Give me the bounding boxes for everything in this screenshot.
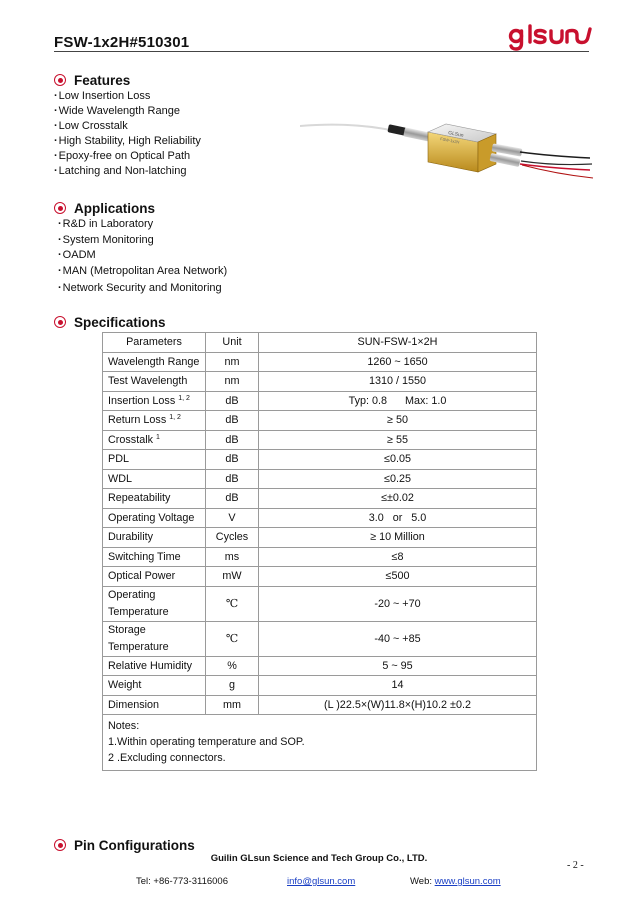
unit-cell: dB <box>206 411 259 431</box>
param-text: Optical Power <box>108 570 176 583</box>
notes-line: 2 .Excluding connectors. <box>108 752 226 764</box>
applications-heading <box>54 199 155 217</box>
footer-email-link[interactable]: info@glsun.com <box>287 876 356 887</box>
param-text: Wavelength Range <box>108 355 200 368</box>
value-cell: 5 ~ 95 <box>259 656 537 676</box>
unit-cell: dB <box>206 391 259 411</box>
table-row <box>103 676 537 696</box>
unit-cell: ℃ <box>206 586 259 621</box>
param-cell <box>103 695 206 715</box>
table-row <box>103 352 537 372</box>
footnote-ref: 1, 2 <box>178 394 190 402</box>
param-text: Relative Humidity <box>108 659 193 672</box>
param-text: Operating Voltage <box>108 511 195 524</box>
unit-cell: nm <box>206 372 259 392</box>
footnote-ref: 1, 2 <box>169 414 181 422</box>
specifications-heading-text: Specifications <box>74 314 166 330</box>
value-cell: -40 ~ +85 <box>259 621 537 656</box>
unit-cell: Cycles <box>206 528 259 548</box>
product-label: FSW-1x2H <box>439 136 460 145</box>
pin-configurations-heading-text: Pin Configurations <box>74 837 195 853</box>
target-bullet-icon <box>54 202 66 214</box>
param-cell <box>103 450 206 470</box>
list-item: · Network Security and Monitoring <box>58 281 227 297</box>
product-label: GLSun <box>447 130 465 139</box>
unit-cell: V <box>206 508 259 528</box>
footnote-ref: 1 <box>156 433 160 441</box>
features-heading <box>54 71 130 89</box>
footer-web-wrap <box>410 876 501 887</box>
table-row <box>103 695 537 715</box>
header-rule <box>54 51 589 52</box>
list-item: · MAN (Metropolitan Area Network) <box>58 264 227 280</box>
list-item: · Wide Wavelength Range <box>54 104 201 119</box>
target-bullet-icon <box>54 316 66 328</box>
param-cell <box>103 676 206 696</box>
page-number: - 2 - <box>567 860 584 871</box>
list-item: · Latching and Non-latching <box>54 164 201 179</box>
footer-company: Guilin GLsun Science and Tech Group Co., LTD. <box>210 853 428 864</box>
table-row <box>103 489 537 509</box>
param-text: Test Wavelength <box>108 375 188 388</box>
notes-cell <box>103 715 537 771</box>
value-cell: ≤500 <box>259 567 537 587</box>
value-cell: (L )22.5×(W)11.8×(H)10.2 ±0.2 <box>259 695 537 715</box>
unit-cell: g <box>206 676 259 696</box>
footer-email-wrap <box>287 876 355 887</box>
unit-cell: dB <box>206 430 259 450</box>
param-cell <box>103 430 206 450</box>
unit-cell: ms <box>206 547 259 567</box>
value-cell: ≤8 <box>259 547 537 567</box>
target-bullet-icon <box>54 839 66 851</box>
value-cell: 1260 ~ 1650 <box>259 352 537 372</box>
value-cell: 14 <box>259 676 537 696</box>
unit-cell: ℃ <box>206 621 259 656</box>
unit-cell: dB <box>206 489 259 509</box>
list-item: · High Stability, High Reliability <box>54 134 201 149</box>
specifications-heading <box>54 313 166 331</box>
list-item: · OADM <box>58 248 227 264</box>
footer-web-link[interactable]: www.glsun.com <box>434 876 501 887</box>
table-row <box>103 391 537 411</box>
target-bullet-icon <box>54 74 66 86</box>
value-cell: -20 ~ +70 <box>259 586 537 621</box>
table-row <box>103 372 537 392</box>
unit-cell: % <box>206 656 259 676</box>
param-text: Dimension <box>108 698 160 711</box>
param-cell <box>103 567 206 587</box>
table-row <box>103 567 537 587</box>
param-cell <box>103 411 206 431</box>
unit-cell: dB <box>206 450 259 470</box>
value-cell: ≤0.25 <box>259 469 537 489</box>
value-cell: ≥ 55 <box>259 430 537 450</box>
table-row <box>103 450 537 470</box>
param-text: WDL <box>108 472 132 485</box>
param-cell <box>103 528 206 548</box>
list-item: · Low Insertion Loss <box>54 89 201 104</box>
param-text: Temperature <box>108 605 169 618</box>
glsun-logo <box>508 24 598 52</box>
param-cell <box>103 391 206 411</box>
specifications-table <box>102 332 537 771</box>
param-text: Switching Time <box>108 550 181 563</box>
param-text: Insertion Loss <box>108 394 176 407</box>
product-photo <box>300 108 595 198</box>
param-text: Repeatability <box>108 492 171 505</box>
param-text: PDL <box>108 453 130 466</box>
param-cell <box>103 656 206 676</box>
table-row <box>103 430 537 450</box>
param-text: Storage <box>108 623 146 636</box>
table-row <box>103 586 537 621</box>
notes-line: 1.Within operating temperature and SOP. <box>108 736 305 748</box>
value-cell: ≥ 10 Million <box>259 528 537 548</box>
value-cell: ≤±0.02 <box>259 489 537 509</box>
column-header: Unit <box>206 333 259 353</box>
footer-web-label: Web: <box>410 876 435 887</box>
column-header: Parameters <box>103 333 206 353</box>
param-cell <box>103 469 206 489</box>
param-text: Return Loss <box>108 414 167 427</box>
list-item: · R&D in Laboratory <box>58 217 227 233</box>
footer-tel: Tel: +86-773-3116006 <box>136 876 228 887</box>
param-cell <box>103 621 206 656</box>
unit-cell: mW <box>206 567 259 587</box>
param-cell <box>103 372 206 392</box>
param-cell <box>103 352 206 372</box>
table-row <box>103 621 537 656</box>
unit-cell: nm <box>206 352 259 372</box>
param-text: Operating <box>108 588 156 601</box>
list-item: · Epoxy-free on Optical Path <box>54 149 201 164</box>
value-cell: 1310 / 1550 <box>259 372 537 392</box>
value-cell: ≤0.05 <box>259 450 537 470</box>
param-cell <box>103 508 206 528</box>
table-row <box>103 547 537 567</box>
features-heading-text: Features <box>74 72 131 88</box>
param-text: Durability <box>108 531 154 544</box>
table-header-row <box>103 333 537 353</box>
column-header: SUN-FSW-1×2H <box>259 333 537 353</box>
value-cell: ≥ 50 <box>259 411 537 431</box>
param-text: Crosstalk <box>108 433 153 446</box>
unit-cell: dB <box>206 469 259 489</box>
table-row <box>103 656 537 676</box>
page-title: FSW-1x2H#510301 <box>54 34 190 51</box>
param-text: Temperature <box>108 640 169 653</box>
param-cell <box>103 586 206 621</box>
value-cell: Typ: 0.8 Max: 1.0 <box>259 391 537 411</box>
unit-cell: mm <box>206 695 259 715</box>
notes-line: Notes: <box>108 720 140 732</box>
pin-configurations-heading <box>54 836 195 854</box>
notes-row <box>103 715 537 771</box>
features-list <box>54 89 201 179</box>
table-row <box>103 469 537 489</box>
applications-list <box>58 217 227 297</box>
applications-heading-text: Applications <box>74 200 156 216</box>
list-item: · System Monitoring <box>58 233 227 249</box>
table-row <box>103 508 537 528</box>
param-cell <box>103 547 206 567</box>
param-text: Weight <box>108 679 142 692</box>
table-row <box>103 528 537 548</box>
value-cell: 3.0 or 5.0 <box>259 508 537 528</box>
list-item: · Low Crosstalk <box>54 119 201 134</box>
table-row <box>103 411 537 431</box>
param-cell <box>103 489 206 509</box>
